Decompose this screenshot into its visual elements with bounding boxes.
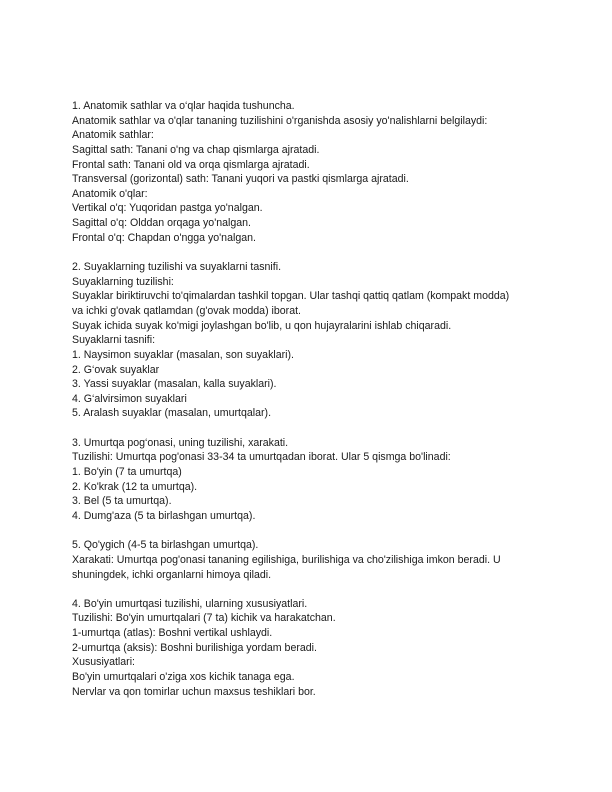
section-anatomical-planes — [72, 99, 542, 245]
list-item: 2. Ko'krak (12 ta umurtqa). — [72, 480, 198, 493]
subheading: Suyaklarni tasnifi: — [72, 334, 156, 347]
paragraph-line: Nervlar va qon tomirlar uchun maxsus teshiklari bor. — [72, 685, 316, 698]
list-item: 2. G‘ovak suyaklar — [72, 363, 160, 376]
section-heading: 4. Bo'yin umurtqasi tuzilishi, ularning xususiyatlari. — [72, 597, 308, 610]
paragraph-line: Sagittal o'q: Olddan orqaga yo'nalgan. — [72, 217, 251, 230]
paragraph-line: Xarakati: Umurtqa pog'onasi tananing egilishiga, burilishiga va cho'zilishiga imkon beradi. U — [72, 553, 501, 566]
section-heading: 2. Suyaklarning tuzilishi va suyaklarni tasnifi. — [72, 261, 282, 274]
list-item: 5. Aralash suyaklar (masalan, umurtqalar). — [72, 407, 272, 420]
paragraph-line: Anatomik sathlar va o'qlar tananing tuzilishini o'rganishda asosiy yo'nalishlarni belgilaydi: — [72, 114, 488, 127]
list-item: 3. Bel (5 ta umurtqa). — [72, 495, 172, 508]
paragraph-line: Suyak ichida suyak ko'migi joylashgan bo'lib, u qon hujayralarini ishlab chiqaradi. — [72, 319, 452, 332]
section-coccyx-movement — [72, 538, 542, 582]
paragraph-line: Transversal (gorizontal) sath: Tanani yuqori va pastki qismlarga ajratadi. — [72, 173, 409, 186]
paragraph-line: Tuzilishi: Bo'yin umurtqalari (7 ta) kichik va harakatchan. — [72, 612, 336, 625]
paragraph-line: Frontal sath: Tanani old va orqa qismlarga ajratadi. — [72, 158, 310, 171]
subheading: Anatomik o'qlar: — [72, 187, 148, 200]
section-heading: 1. Anatomik sathlar va o‘qlar haqida tushuncha. — [72, 100, 295, 112]
paragraph-line: Sagittal sath: Tanani o'ng va chap qismlarga ajratadi. — [72, 143, 320, 156]
paragraph-line: 1-umurtqa (atlas): Boshni vertikal ushlaydi. — [72, 627, 273, 640]
paragraph-line: shuningdek, ichki organlarni himoya qiladi. — [72, 568, 272, 581]
section-heading: 3. Umurtqa pog‘onasi, uning tuzilishi, xarakati. — [72, 436, 289, 449]
section-cervical-vertebrae — [72, 597, 542, 699]
paragraph-line: Tuzilishi: Umurtqa pog'onasi 33-34 ta umurtqadan iborat. Ular 5 qismga bo'linadi: — [72, 451, 451, 464]
document-body — [72, 99, 542, 714]
list-item: 4. Dumg'aza (5 ta birlashgan umurtqa). — [72, 509, 256, 522]
list-item: 4. G‘alvirsimon suyaklari — [72, 392, 187, 405]
paragraph-line: Bo'yin umurtqalari o'ziga xos kichik tanaga ega. — [72, 670, 295, 683]
list-item: 3. Yassi suyaklar (masalan, kalla suyaklari). — [72, 378, 277, 391]
paragraph-line: Frontal o'q: Chapdan o'ngga yo'nalgan. — [72, 231, 256, 244]
section-spinal-column — [72, 436, 542, 524]
list-item: 1. Naysimon suyaklar (masalan, son suyaklari). — [72, 348, 294, 361]
subheading: Anatomik sathlar: — [72, 129, 154, 142]
list-item: 5. Qo'ygich (4-5 ta birlashgan umurtqa). — [72, 539, 259, 552]
subheading: Suyaklarning tuzilishi: — [72, 275, 174, 288]
paragraph-line: Suyaklar biriktiruvchi to'qimalardan tashkil topgan. Ular tashqi qattiq qatlam (kompakt modda) — [72, 290, 510, 303]
subheading: Xususiyatlari: — [72, 656, 135, 669]
section-bone-structure — [72, 260, 542, 421]
paragraph-line: va ichki g'ovak qatlamdan (g'ovak modda) iborat. — [72, 304, 301, 317]
paragraph-line: 2-umurtqa (aksis): Boshni burilishiga yordam beradi. — [72, 641, 317, 654]
list-item: 1. Bo'yin (7 ta umurtqa) — [72, 466, 182, 479]
paragraph-line: Vertikal o'q: Yuqoridan pastga yo'nalgan. — [72, 202, 263, 215]
